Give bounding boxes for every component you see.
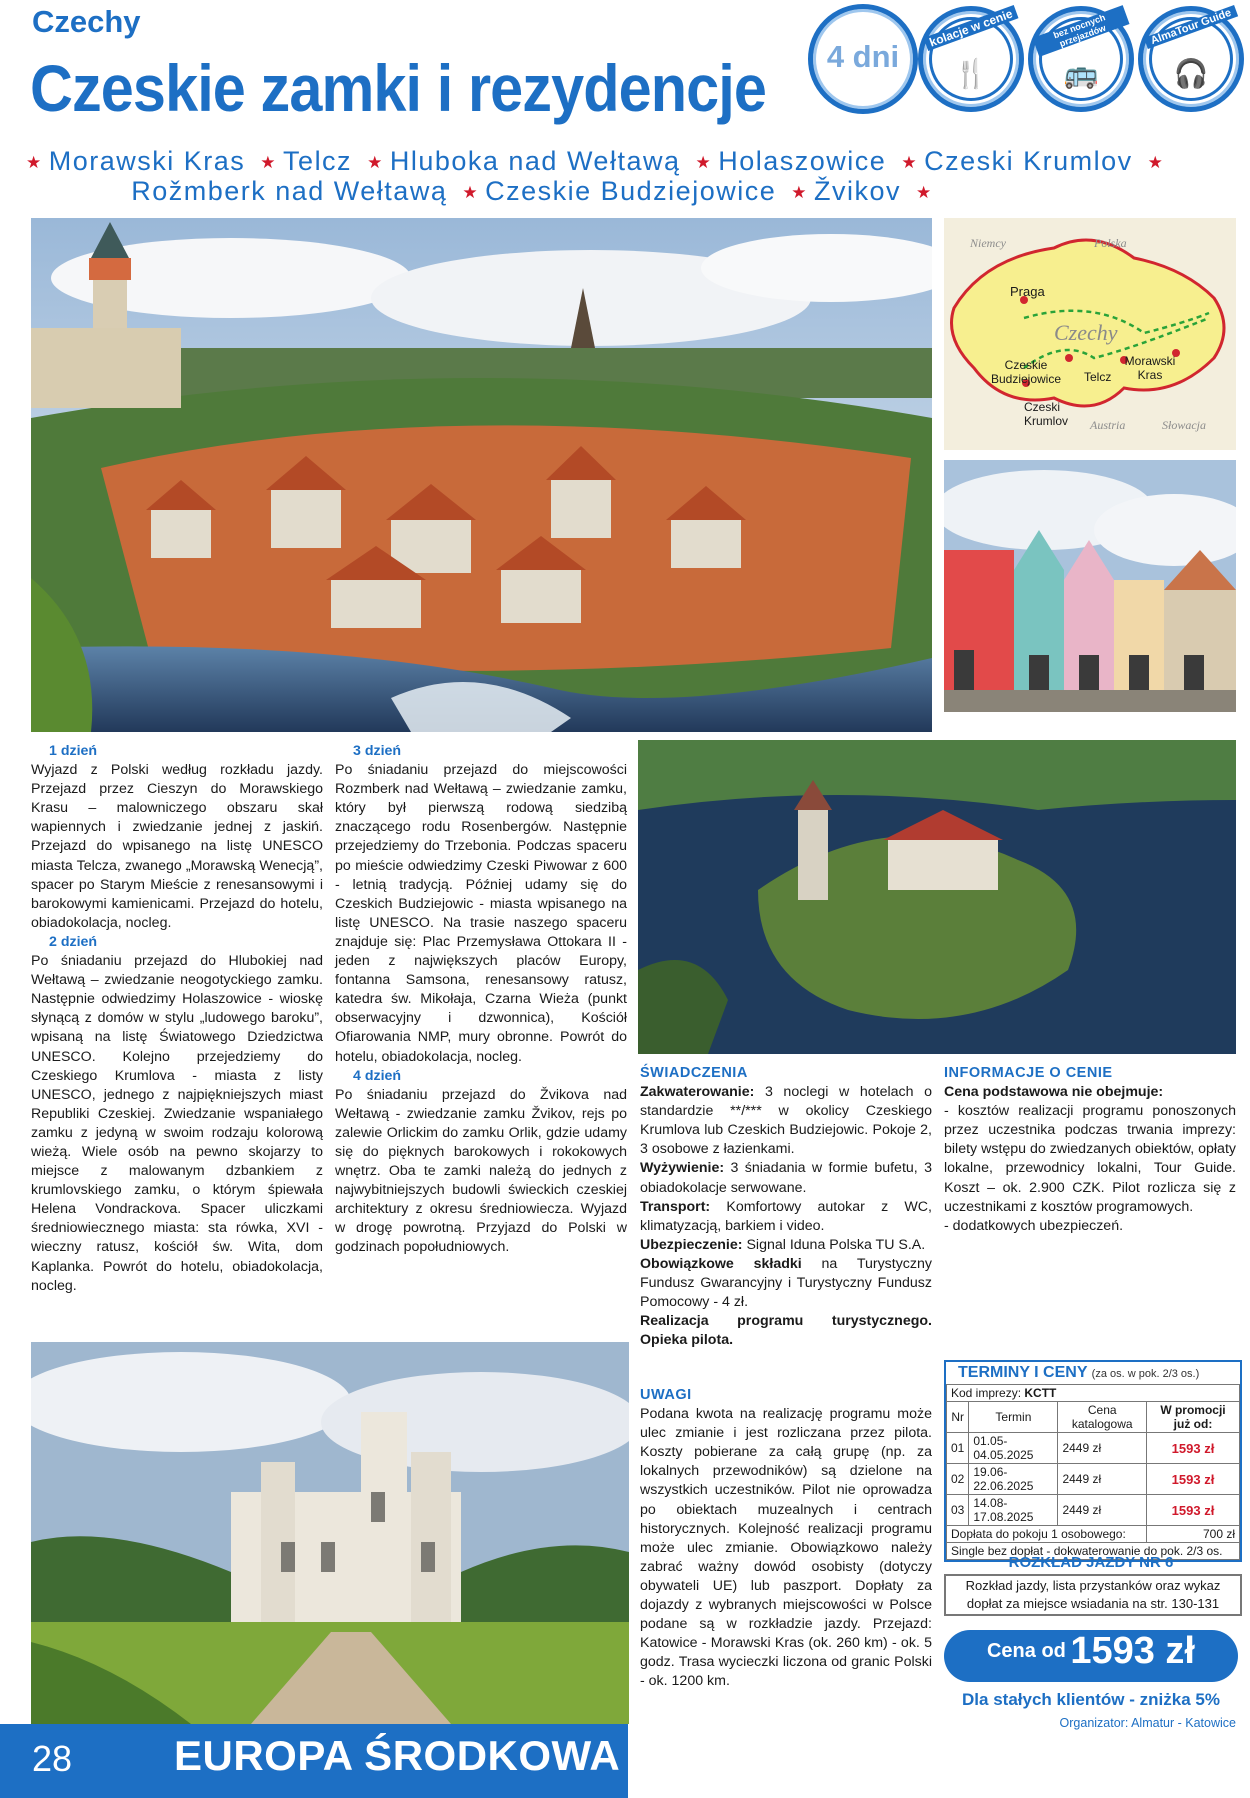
hluboka-photo xyxy=(31,1342,629,1724)
loyalty-discount: Dla stałych klientów - zniżka 5% xyxy=(962,1690,1220,1709)
day-heading: 4 dzień xyxy=(353,1067,402,1084)
notes-heading: UWAGI xyxy=(640,1387,692,1403)
map-neighbor-label: Polska xyxy=(1094,236,1127,250)
route-stop: Czeskie Budziejowice xyxy=(485,176,777,206)
guide-label: AlmaTour Guide xyxy=(1144,5,1238,49)
single-label: Dopłata do pokoju 1 osobowego: xyxy=(947,1526,1147,1543)
row-promo: 1593 zł xyxy=(1146,1433,1239,1464)
row-nr: 02 xyxy=(947,1464,969,1495)
notes-text: Podana kwota na realizację programu może ulec zmianie i jest rozliczana przez pilota. Koszty pobierane za całą grupę (np. za lokalnych przewodników) są dzielone na wszystkich uczestników. Pilot nie oprowadza po obiektach muzealnych i centrach historycznych. Kolejność realizacji programu może ulec zmianie. Obowiązkowo należy zabrać ważny dowód osobisty (dotyczy obywateli UE) lub paszport. Dopłaty za dojazdy z wybranych miejscowości w Polsce podane są w rozkładzie jazdy. Przejazd: Katowice - Morawski Kras (ok. 260 km) - ok. 5 godz. Trasa wycieczki liczona od granic Polski - ok. 1200 km. xyxy=(640,1406,932,1690)
itinerary-column-2 xyxy=(335,742,627,1258)
terms-table-box xyxy=(944,1360,1242,1562)
insurance-text: Signal Iduna Polska TU S.A. xyxy=(746,1236,926,1253)
map-neighbor-label: Słowacja xyxy=(1162,418,1206,432)
fees-label: Obowiązkowe składki xyxy=(640,1255,802,1272)
services-heading: ŚWIADCZENIA xyxy=(640,1065,748,1081)
region-label: EUROPA ŚRODKOWA xyxy=(174,1732,621,1779)
price-info-heading: INFORMACJE O CENIE xyxy=(944,1065,1113,1081)
day-description: Wyjazd z Polski według rozkładu jazdy. Przejazd przez Cieszyn do Morawskiego Krasu – malowniczego obszaru skał wapiennych i zwiedzanie jednej z jaskiń. Przejazd do wpisanego na listę UNESCO miasta Telcza, zwanego „Morawską Wenecją”, spacer po Starym Mieście z renesansowymi i barokowymi kamienicami. Przejazd do hotelu, obiadokolacja, nocleg. xyxy=(31,762,323,931)
route-stop: Czeski Krumlov xyxy=(924,146,1133,176)
dinners-label: kolacje w cenie xyxy=(924,5,1019,51)
terms-title: TERMINY I CENY xyxy=(958,1364,1088,1381)
star-icon: ★ xyxy=(462,182,480,202)
price-badge xyxy=(944,1630,1238,1682)
country-label: Czechy xyxy=(32,4,141,39)
table-row xyxy=(947,1464,1240,1495)
route-stop: Holaszowice xyxy=(718,146,887,176)
star-icon: ★ xyxy=(791,182,808,202)
col-term: Termin xyxy=(969,1402,1058,1433)
price-value: 1593 zł xyxy=(1070,1630,1195,1672)
dinners-badge xyxy=(918,6,1024,112)
row-promo: 1593 zł xyxy=(1146,1464,1239,1495)
trip-code: KCTT xyxy=(1024,1386,1057,1400)
page-title: Czeskie zamki i rezydencje xyxy=(30,51,767,125)
day-heading: 3 dzień xyxy=(353,743,402,759)
table-row xyxy=(947,1495,1240,1526)
services-closing: Realizacja programu turystycznego. Opieka pilota. xyxy=(640,1313,932,1349)
row-nr: 01 xyxy=(947,1433,969,1464)
map-neighbor-label: Austria xyxy=(1090,418,1126,432)
insurance-label: Ubezpieczenie: xyxy=(640,1236,743,1253)
row-term: 19.06-22.06.2025 xyxy=(969,1464,1058,1495)
services-section xyxy=(640,1064,932,1350)
accommodation-label: Zakwaterowanie: xyxy=(640,1084,755,1101)
notes-section xyxy=(640,1386,932,1692)
schedule-text: Rozkład jazdy, lista przystanków oraz wykaz dopłat za miejsce wsiadania na str. 130-131 xyxy=(944,1574,1242,1616)
itinerary-column-1 xyxy=(31,742,323,1296)
transport-text: Komfortowy autokar z WC, klimatyzacją, barkiem i video. xyxy=(640,1198,932,1234)
route-stop: Rožmberk nad Wełtawą xyxy=(131,176,448,206)
days-badge xyxy=(808,4,918,114)
guide-badge xyxy=(1138,6,1244,112)
no-night-badge xyxy=(1028,6,1134,112)
fees-text: na Turystyczny Fundusz Gwarancyjny i Turystyczny Fundusz Pomocowy - 4 zł. xyxy=(640,1255,932,1311)
route-line-2 xyxy=(20,176,1050,207)
row-price: 2449 zł xyxy=(1058,1464,1147,1495)
no-night-label: bez nocnych przejazdów xyxy=(1032,5,1129,57)
price-info-section xyxy=(944,1064,1236,1236)
day-heading: 2 dzień xyxy=(49,933,98,950)
row-price: 2449 zł xyxy=(1058,1433,1147,1464)
route-line-1 xyxy=(20,146,1165,177)
route-stop: Telcz xyxy=(283,146,353,176)
bus-icon: 🚌 xyxy=(1063,58,1099,89)
map-city-label: Telcz xyxy=(1084,370,1112,384)
days-label: 4 dni xyxy=(826,39,900,74)
price-label: Cena od xyxy=(986,1640,1066,1662)
map-city-label: Morawski Kras xyxy=(1124,354,1176,382)
col-nr: Nr xyxy=(947,1402,969,1433)
star-icon: ★ xyxy=(695,152,713,172)
excluded-text: - dodatkowych ubezpieczeń. xyxy=(944,1217,1124,1234)
excluded-label: Cena podstawowa nie obejmuje: xyxy=(944,1084,1164,1101)
organizer-label: Organizator: Almatur - Katowice xyxy=(1059,1716,1236,1730)
map-city-label: Praga xyxy=(1010,284,1045,299)
headphones-icon: 🎧 xyxy=(1173,58,1209,89)
transport-label: Transport: xyxy=(640,1198,711,1215)
map-city-label: Czeskie Budziejowice xyxy=(990,358,1062,386)
accommodation-text: 3 noclegi w hotelach o standardzie **/*** w okolicy Czeskiego Krumlova lub Czeskich Budziejowic. Pokoje 2, 3 osobowe z łazienkami. xyxy=(640,1084,932,1158)
single-note: Single bez dopłat - dokwaterowanie do pok. 2/3 os. xyxy=(947,1543,1240,1560)
schedule-title: ROZKŁAD JAZDY NR 6 xyxy=(1008,1554,1174,1571)
star-icon: ★ xyxy=(901,152,919,172)
plate-icon: 🍴 xyxy=(953,58,989,89)
map-neighbor-label: Niemcy xyxy=(970,236,1006,250)
route-stop: Morawski Kras xyxy=(48,146,246,176)
terms-table xyxy=(946,1384,1240,1560)
telc-photo xyxy=(944,460,1236,712)
krumlov-photo xyxy=(31,218,932,732)
row-promo: 1593 zł xyxy=(1146,1495,1239,1526)
page-number: 28 xyxy=(32,1738,73,1779)
star-icon: ★ xyxy=(916,182,933,202)
star-icon: ★ xyxy=(260,152,278,172)
food-label: Wyżywienie: xyxy=(640,1160,725,1177)
col-promo: W promocji już od: xyxy=(1146,1402,1239,1433)
route-stop: Hluboka nad Wełtawą xyxy=(389,146,681,176)
day-heading: 1 dzień xyxy=(49,743,98,759)
castle-lake-photo xyxy=(638,740,1236,1054)
day-description: Po śniadaniu przejazd do Žvikova nad Wełtawą - zwiedzanie zamku Žvikov, rejs po zalewie Orlickim do zamku Orlik, gdzie udamy się do pięknych barokowych i rokokowych wnętrz. Oba te zamki należą do jednych z najwybitniejszych budowli świeckich czeskiej architektury z okresu średniowiecza. Wyjazd w drogę powrotną. Przyjazd do Polski w godzinach popołudniowych. xyxy=(335,1086,627,1256)
day-description: Po śniadaniu przejazd do miejscowości Rozmberk nad Wełtawą – zwiedzanie zamku, który był pierwszą rodową siedzibą znaczącego rodu Rosenbergów. Następnie przejedziemy do Trzebonia. Podczas spaceru po mieście odwiedzimy Czeski Piwowar z 600 - letnią tradycją. Później udamy się do Czeskich Budziejowic - miasta wpisanego na listę UNESCO. Na trasie naszego spaceru znajduje się: Plac Przemysława Ottokara II - jeden z największych placów Europy, fontanna Samsona, renesansowy ratusz, katedra św. Mikołaja, Czarna Wieża (punkt obserwacyjny i dzwonnica), Kościół Ofiarowania NMP, mury obronne. Powrót do hotelu, obiadokolacja, nocleg. xyxy=(335,762,627,1065)
map-city-label: Czeski Krumlov xyxy=(1024,400,1069,428)
col-price: Cena katalogowa xyxy=(1058,1402,1147,1433)
terms-note: (za os. w pok. 2/3 os.) xyxy=(1091,1368,1200,1380)
star-icon: ★ xyxy=(367,152,384,172)
route-stop: Žvikov xyxy=(814,176,902,206)
row-price: 2449 zł xyxy=(1058,1495,1147,1526)
row-term: 01.05-04.05.2025 xyxy=(969,1433,1058,1464)
food-text: 3 śniadania w formie bufetu, 3 obiadokolacje serwowane. xyxy=(640,1160,932,1196)
single-price: 700 zł xyxy=(1146,1526,1239,1543)
excluded-text: - kosztów realizacji programu ponoszonych przez uczestnika podczas trwania imprezy: bilety wstępu do zwiedzanych obiektów, opłaty lokalne, przewodnicy lokalni, Tour Guide. Koszt – ok. 2.900 CZK. Pilot rozlicza się z uczestnikami z kosztów programowych. xyxy=(944,1103,1236,1215)
row-nr: 03 xyxy=(947,1495,969,1526)
star-icon: ★ xyxy=(26,152,43,172)
route-map xyxy=(944,218,1236,450)
day-description: Po śniadaniu przejazd do Hlubokiej nad Wełtawą – zwiedzanie neogotyckiego zamku. Następnie odwiedzimy Holaszowice - wioskę słynącą z domów w stylu „ludowego baroku”, wpisaną na listę Światowego Dziedzictwa UNESCO. Kolejno przejedziemy do Czeskiego Krumlova - miasta z listy UNESCO, jednego z najpiękniejszych miast Republiki Czeskiej. Zwiedzanie wspaniałego zamku z jedyną w swoim rodzaju kolorową wieżą. Wiele osób na pewno skojarzy to miejsce z malowanym dzbankiem z krumlovskiego zamku, o którym śpiewała Helena Vondrackova. Spacer uliczkami średniowiecznego miasta: sta rówka, XVI - wieczny ratusz, kościół św. Wita, dom Kaplanka. Powrót do hotelu, obiadokolacja, nocleg. xyxy=(31,953,323,1294)
row-term: 14.08-17.08.2025 xyxy=(969,1495,1058,1526)
map-country-label: Czechy xyxy=(1054,320,1118,345)
code-label: Kod imprezy: xyxy=(951,1386,1022,1400)
star-icon: ★ xyxy=(1147,152,1165,172)
table-row xyxy=(947,1433,1240,1464)
